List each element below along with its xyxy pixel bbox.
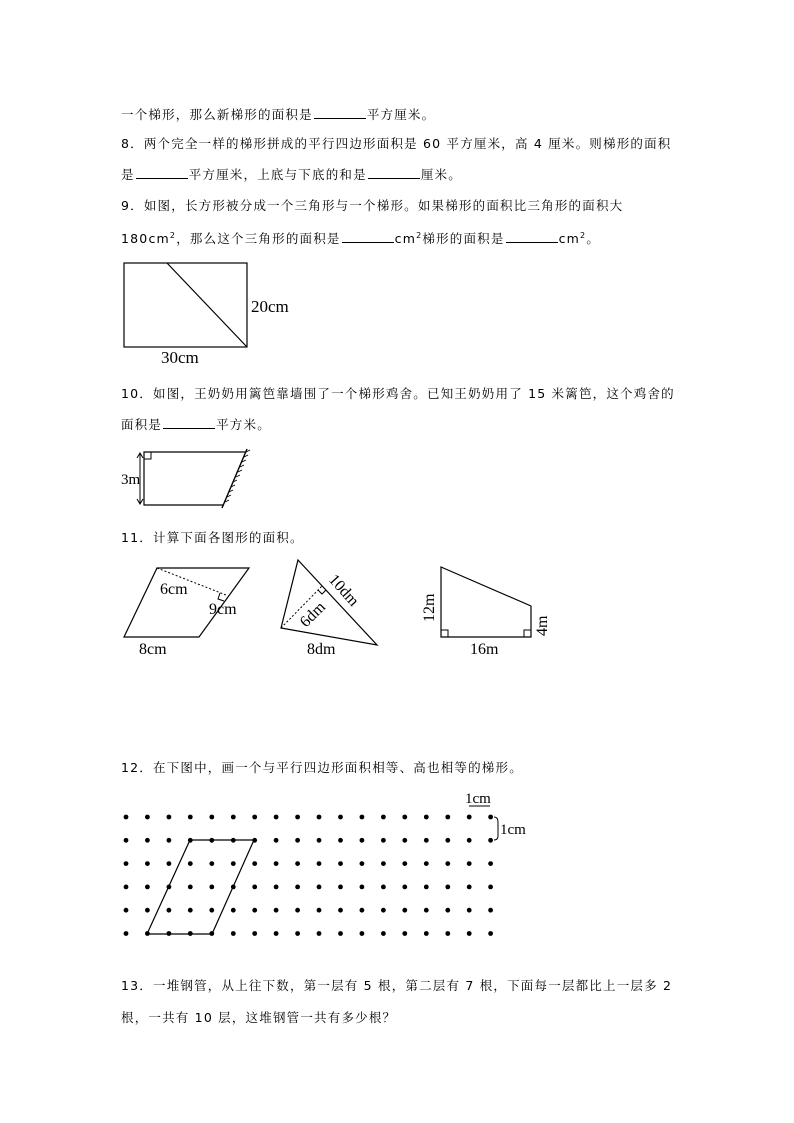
grid-dot[interactable]: [381, 908, 386, 913]
grid-dot[interactable]: [295, 815, 300, 820]
grid-dot[interactable]: [467, 838, 472, 843]
grid-dot[interactable]: [295, 838, 300, 843]
q9-width-label: 30cm: [161, 348, 199, 367]
grid-dot[interactable]: [488, 931, 493, 936]
grid-dot[interactable]: [252, 861, 257, 866]
grid-dot[interactable]: [402, 931, 407, 936]
grid-dot[interactable]: [295, 861, 300, 866]
q13-line2: 根，一共有 10 层，这堆钢管一共有多少根？: [121, 1010, 397, 1025]
q8-text-c: 厘米。: [420, 167, 462, 182]
q9-text-c: cm: [394, 231, 417, 246]
grid-dot[interactable]: [274, 931, 279, 936]
grid-dot[interactable]: [445, 861, 450, 866]
grid-dot[interactable]: [445, 838, 450, 843]
q9-text-d: 梯形的面积是: [422, 231, 505, 246]
grid-dot[interactable]: [209, 815, 214, 820]
grid-dot[interactable]: [445, 885, 450, 890]
grid-dot[interactable]: [252, 908, 257, 913]
q12-unit-v-bracket: [494, 817, 498, 840]
grid-dot[interactable]: [402, 861, 407, 866]
grid-dot[interactable]: [402, 815, 407, 820]
grid-dot[interactable]: [360, 931, 365, 936]
grid-dot[interactable]: [231, 908, 236, 913]
q8-text-b: 平方厘米，上底与下底的和是: [188, 167, 367, 182]
grid-dot[interactable]: [274, 861, 279, 866]
q11-fig3-right-label: 4m: [534, 615, 551, 636]
grid-dot[interactable]: [145, 838, 150, 843]
grid-dot[interactable]: [488, 908, 493, 913]
grid-dot[interactable]: [295, 931, 300, 936]
grid-dot[interactable]: [124, 815, 129, 820]
q8-line1: 8．两个完全一样的梯形拼成的平行四边形面积是 60 平方厘米，高 4 厘米。则梯形的面积: [121, 136, 672, 151]
grid-dot[interactable]: [145, 885, 150, 890]
grid-dot[interactable]: [274, 885, 279, 890]
grid-dot[interactable]: [402, 885, 407, 890]
grid-dot[interactable]: [445, 815, 450, 820]
q7-text-post: 平方厘米。: [366, 107, 436, 122]
grid-dot[interactable]: [209, 908, 214, 913]
grid-dot[interactable]: [295, 885, 300, 890]
q11-fig1-height-label: 6cm: [160, 581, 188, 598]
grid-dot[interactable]: [424, 838, 429, 843]
grid-dot[interactable]: [360, 815, 365, 820]
grid-dot[interactable]: [317, 885, 322, 890]
grid-dot[interactable]: [424, 931, 429, 936]
grid-dot[interactable]: [488, 838, 493, 843]
q11-title: 11．计算下面各图形的面积。: [121, 530, 304, 545]
grid-dot[interactable]: [445, 908, 450, 913]
grid-dot[interactable]: [124, 861, 129, 866]
grid-dot[interactable]: [338, 861, 343, 866]
grid-dot[interactable]: [360, 838, 365, 843]
q9-text-b: ，那么这个三角形的面积是: [176, 231, 341, 246]
q11-fig2-height-label: 6dm: [296, 598, 329, 631]
grid-dot[interactable]: [424, 861, 429, 866]
q11-fig2-base-label: 8dm: [307, 641, 336, 658]
q12-title: 12．在下图中，画一个与平行四边形面积相等、高也相等的梯形。: [121, 760, 523, 775]
grid-dot[interactable]: [231, 815, 236, 820]
grid-dot[interactable]: [360, 908, 365, 913]
q11-fig2-hyp-label: 10dm: [325, 571, 363, 610]
grid-dot[interactable]: [124, 931, 129, 936]
q9-sup-1: 2: [169, 230, 177, 240]
grid-dot[interactable]: [381, 861, 386, 866]
grid-dot[interactable]: [188, 861, 193, 866]
grid-dot[interactable]: [317, 908, 322, 913]
grid-dot[interactable]: [145, 861, 150, 866]
q12-parallelogram: [147, 840, 254, 934]
grid-dot[interactable]: [188, 815, 193, 820]
grid-dot[interactable]: [167, 908, 172, 913]
grid-dot[interactable]: [424, 885, 429, 890]
q9-line1: 9．如图，长方形被分成一个三角形与一个梯形。如果梯形的面积比三角形的面积大: [121, 198, 624, 213]
grid-dot[interactable]: [145, 908, 150, 913]
grid-dot[interactable]: [488, 861, 493, 866]
grid-dot[interactable]: [402, 838, 407, 843]
grid-dot[interactable]: [209, 861, 214, 866]
grid-dot[interactable]: [338, 885, 343, 890]
grid-dot[interactable]: [360, 885, 365, 890]
grid-dot[interactable]: [317, 931, 322, 936]
grid-dot[interactable]: [274, 908, 279, 913]
grid-dot[interactable]: [209, 885, 214, 890]
grid-dot[interactable]: [188, 885, 193, 890]
grid-dot[interactable]: [424, 908, 429, 913]
grid-dot[interactable]: [338, 931, 343, 936]
grid-dot[interactable]: [360, 861, 365, 866]
grid-dot[interactable]: [338, 838, 343, 843]
q12-unit-h-label: 1cm: [465, 791, 491, 807]
q9-sup-2: 2: [416, 230, 423, 240]
grid-dot[interactable]: [488, 885, 493, 890]
grid-dot[interactable]: [188, 908, 193, 913]
q9-text-a: 180cm: [121, 231, 170, 246]
grid-dot[interactable]: [467, 908, 472, 913]
grid-dot[interactable]: [488, 815, 493, 820]
q10-height-label: 3m: [121, 472, 141, 488]
q9-sup-3: 2: [580, 230, 587, 240]
grid-dot[interactable]: [402, 908, 407, 913]
q7-text-pre: 一个梯形，那么新梯形的面积是: [121, 107, 313, 122]
q10-line1: 10．如图，王奶奶用篱笆靠墙围了一个梯形鸡舍。已知王奶奶用了 15 米篱笆，这个鸡舍的: [121, 386, 675, 401]
grid-dot[interactable]: [467, 861, 472, 866]
grid-dot[interactable]: [252, 885, 257, 890]
grid-dot[interactable]: [274, 838, 279, 843]
grid-dot[interactable]: [252, 931, 257, 936]
grid-dot[interactable]: [338, 908, 343, 913]
grid-dot[interactable]: [445, 931, 450, 936]
grid-dot[interactable]: [381, 838, 386, 843]
q12-unit-v-label: 1cm: [500, 822, 526, 838]
grid-dot[interactable]: [252, 815, 257, 820]
grid-dot[interactable]: [274, 815, 279, 820]
grid-dot[interactable]: [124, 838, 129, 843]
q8-text-a: 是: [121, 167, 135, 182]
grid-dot[interactable]: [295, 908, 300, 913]
q9-text-e: cm: [558, 231, 581, 246]
grid-dot[interactable]: [467, 885, 472, 890]
grid-dot[interactable]: [145, 815, 150, 820]
q9-text-f: 。: [586, 231, 601, 246]
grid-dot[interactable]: [381, 885, 386, 890]
grid-dot[interactable]: [124, 885, 129, 890]
grid-dot[interactable]: [317, 838, 322, 843]
q10-text-a: 面积是: [121, 417, 163, 432]
grid-dot[interactable]: [167, 815, 172, 820]
grid-dot[interactable]: [167, 861, 172, 866]
grid-dot[interactable]: [381, 931, 386, 936]
q9-height-label: 20cm: [251, 297, 289, 316]
grid-dot[interactable]: [231, 861, 236, 866]
grid-dot[interactable]: [231, 931, 236, 936]
q11-fig3-base-label: 16m: [470, 641, 499, 658]
q13-line1: 13．一堆钢管，从上往下数，第一层有 5 根，第二层有 7 根，下面每一层都比上一层多 2: [121, 978, 673, 993]
q12-dot-grid: [124, 815, 493, 936]
q11-fig3-left-label: 12m: [421, 593, 438, 622]
grid-dot[interactable]: [317, 815, 322, 820]
q10-text-b: 平方米。: [216, 417, 271, 432]
grid-dot[interactable]: [338, 815, 343, 820]
grid-dot[interactable]: [381, 815, 386, 820]
q11-fig1-side-label: 9cm: [209, 601, 237, 618]
q11-fig1-base-label: 8cm: [139, 641, 167, 658]
grid-dot[interactable]: [467, 815, 472, 820]
grid-dot[interactable]: [124, 908, 129, 913]
grid-dot[interactable]: [317, 861, 322, 866]
grid-dot[interactable]: [424, 815, 429, 820]
grid-dot[interactable]: [467, 931, 472, 936]
grid-dot[interactable]: [167, 838, 172, 843]
